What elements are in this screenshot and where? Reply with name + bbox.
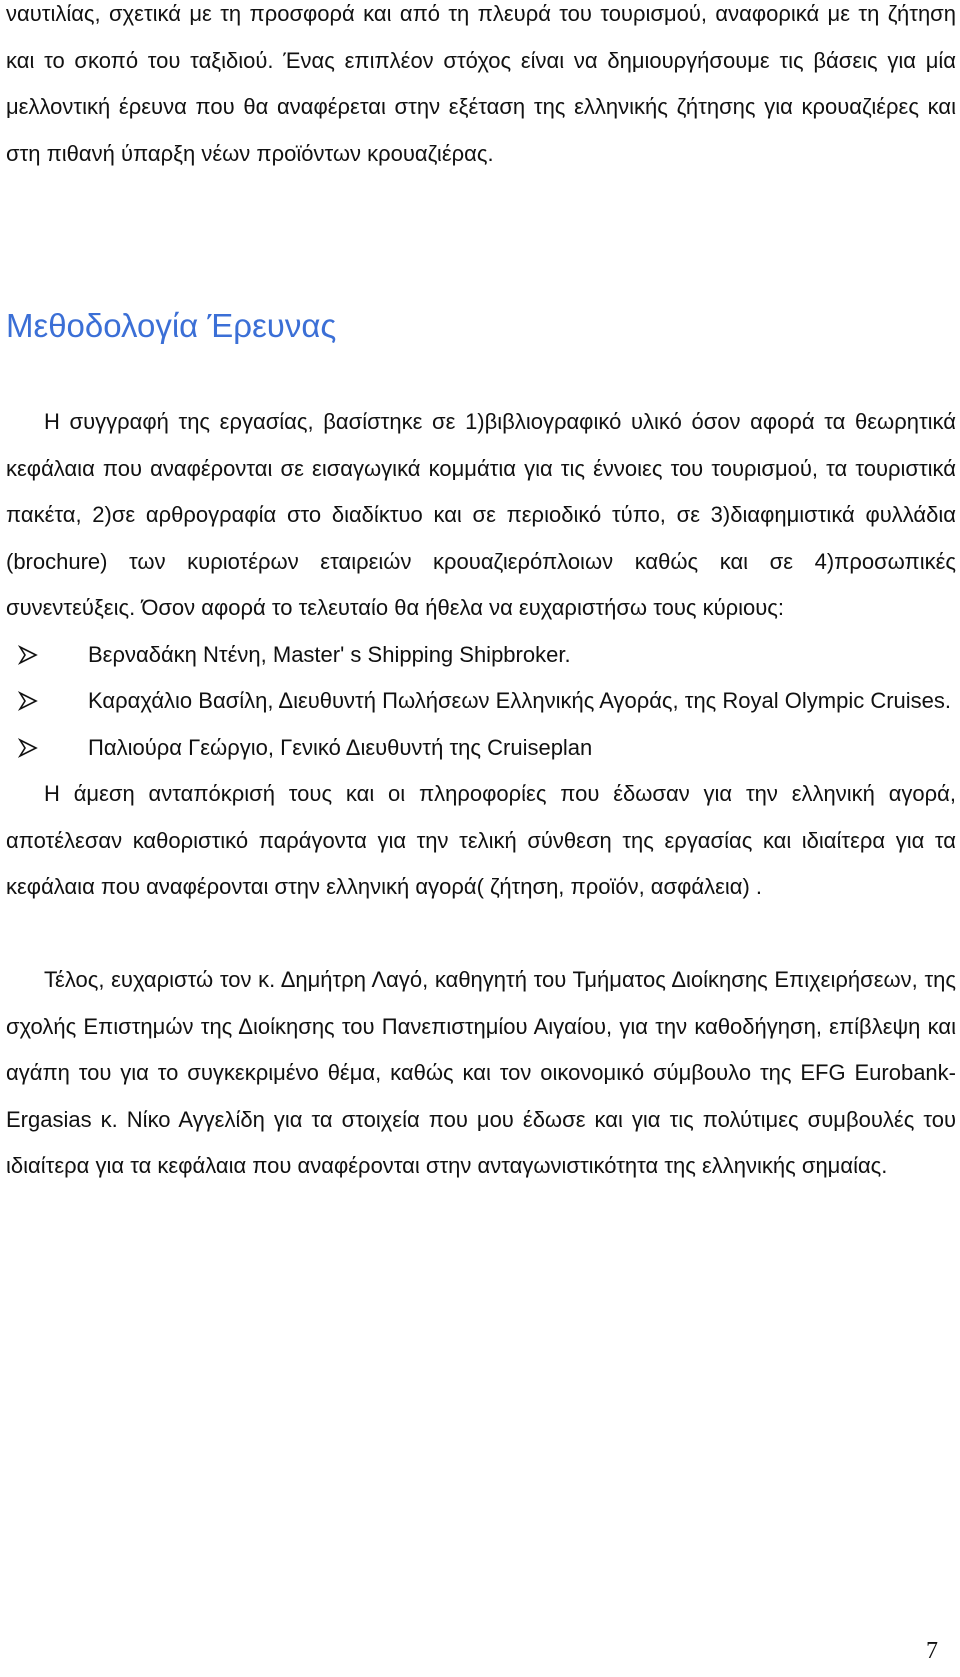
list-item-text: Παλιούρα Γεώργιο, Γενικό Διευθυντή της Cruiseplan (88, 734, 593, 760)
intro-paragraph (6, 0, 956, 177)
arrowhead-bullet-icon (18, 725, 44, 772)
list-item (6, 725, 956, 772)
arrowhead-bullet-icon (18, 632, 44, 679)
methodology-section (6, 399, 956, 1190)
methodology-paragraph: Η συγγραφή της εργασίας, βασίστηκε σε 1)βιβλιογραφικό υλικό όσον αφορά τα θεωρητικά κεφάλαια που αναφέρονται σε εισαγωγικά κομμάτια για τις έννοιες του τουρισμού, τα τουριστικά πακέτα, 2)σε αρθρογραφία στο διαδίκτυο και σε περιοδικό τύπο, σε 3)διαφημιστικά φυλλάδια (brochure) των κυριοτέρων εταιρειών κρουαζιερόπλοιων καθώς και σε 4)προσωπικές συνεντεύξεις. Όσον αφορά το τελευταίο θα ήθελα να ευχαριστήσω τους κύριους: (6, 409, 956, 620)
interviewee-list (6, 632, 956, 772)
list-item-text: Καραχάλιο Βασίλη, Διευθυντή Πωλήσεων Ελληνικής Αγοράς, της Royal Olympic Cruises. (88, 688, 952, 713)
page-number: 7 (926, 1638, 938, 1664)
arrowhead-bullet-icon (18, 678, 44, 725)
list-item (6, 678, 956, 725)
response-paragraph: Η άμεση ανταπόκρισή τους και οι πληροφορίες που έδωσαν για την ελληνική αγορά, αποτέλεσαν καθοριστικό παράγοντα για την τελική σύνθεση της εργασίας και ιδιαίτερα για τα κεφάλαια που αναφέρονται στην ελληνική αγορά( ζήτηση, προϊόν, ασφάλεια) . (6, 781, 956, 899)
intro-text: ναυτιλίας, σχετικά με τη προσφορά και από τη πλευρά του τουρισμού, αναφορικά με τη ζήτηση και το σκοπό του ταξιδιού. Ένας επιπλέον στόχος είναι να δημιουργήσουμε τις βάσεις για μία μελλοντική έρευνα που θα αναφέρεται στην εξέταση της ελληνικής ζήτησης για κρουαζιέρες και στη πιθανή ύπαρξη νέων προϊόντων κρουαζιέρας. (6, 1, 956, 166)
list-item (6, 632, 956, 679)
paragraph-spacer (6, 911, 956, 958)
list-item-text: Βερναδάκη Ντένη, Master' s Shipping Shipbroker. (88, 641, 571, 667)
section-heading: Μεθοδολογία Έρευνας (6, 307, 337, 344)
thanks-paragraph: Τέλος, ευχαριστώ τον κ. Δημήτρη Λαγό, καθηγητή του Τμήματος Διοίκησης Επιχειρήσεων, της σχολής Επιστημών της Διοίκησης του Πανεπιστημίου Αιγαίου, για την καθοδήγηση, επίβλεψη και αγάπη του για το συγκεκριμένο θέμα, καθώς και τον οικονομικό σύμβουλο της EFG Eurobank-Ergasias κ. Νίκο Αγγελίδη για τα στοιχεία που μου έδωσε και για τις πολύτιμες συμβουλές του ιδιαίτερα για τα κεφάλαια που αναφέρονται στην ανταγωνιστικότητα της ελληνικής σημαίας. (6, 967, 956, 1178)
